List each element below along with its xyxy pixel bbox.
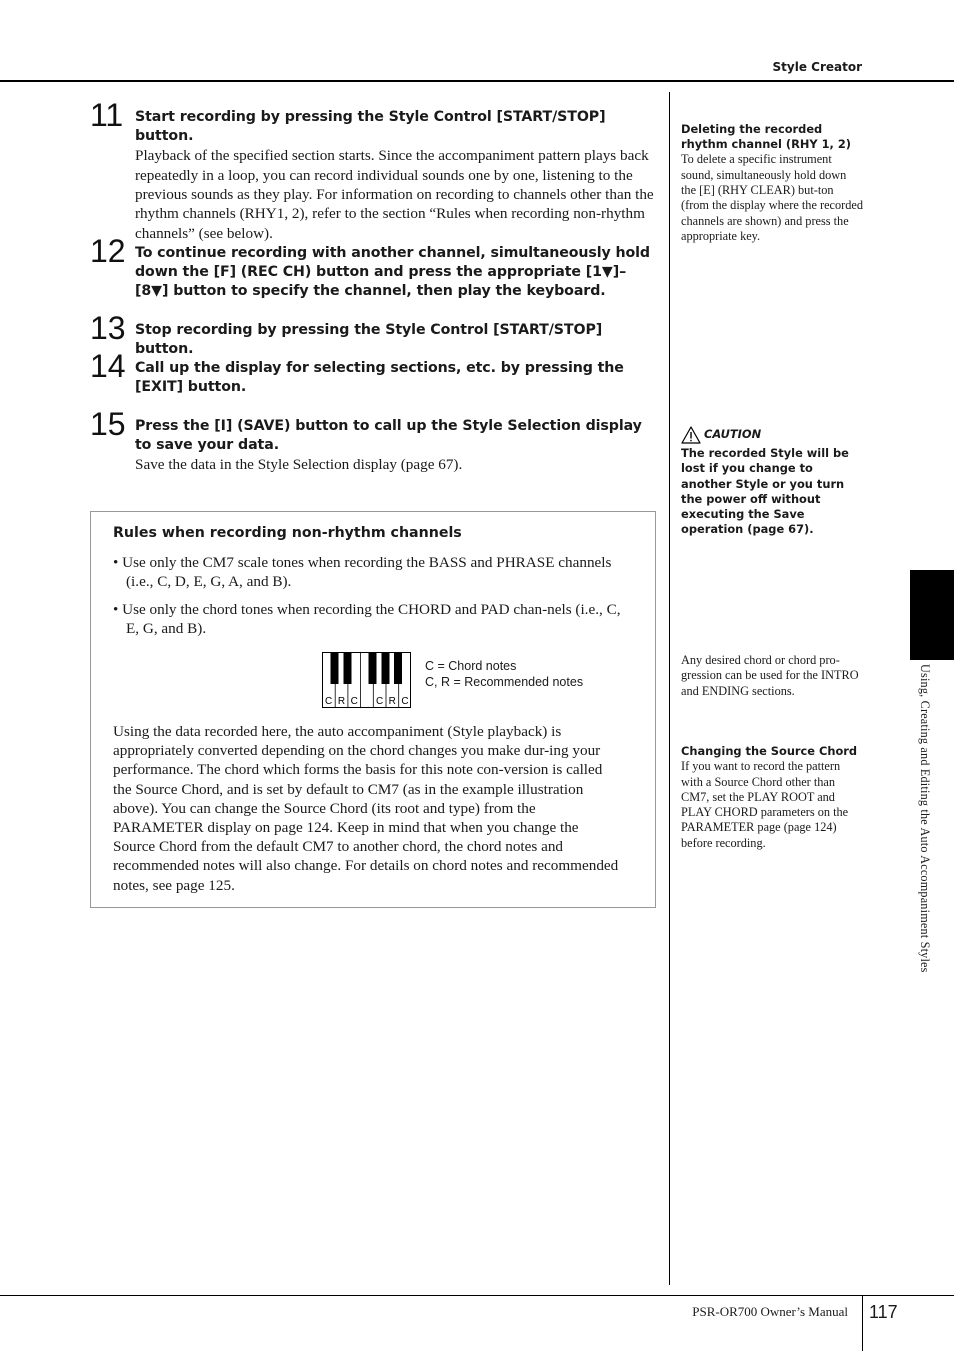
- caution-text: The recorded Style will be lost if you change to another Style or you turn the power off without executing the Save operation (page 67).: [681, 446, 849, 537]
- rules-title: Rules when recording non-rhythm channels: [113, 525, 462, 541]
- step-title: Start recording by pressing the Style Control [START/STOP] button.: [135, 109, 606, 145]
- step-title: Stop recording by pressing the Style Control [START/STOP] button.: [135, 322, 603, 358]
- step-14: [90, 348, 656, 397]
- key-label: C: [401, 696, 409, 707]
- key-label: C: [350, 696, 358, 707]
- header-rule: [0, 80, 954, 82]
- rules-paragraph: Using the data recorded here, the auto accompaniment (Style playback) is appropriately converted depending on the chord changes you make dur-ing your performance. The chord which forms the basis for this note con-version is called the Source Chord, and is set by default to CM7 (as in the example illustration above). You can change the Source Chord (its root and type) from the PARAMETER display on page 124. Keep in mind that when you change the Source Chord from the default CM7 to another chord, the chord notes and recommended notes will also change. For details on chord notes and recommended notes, see page 125.: [113, 723, 619, 894]
- step-13: [90, 310, 656, 359]
- page-number: 117: [869, 1302, 898, 1322]
- legend-chord-notes: C = Chord notes: [425, 659, 517, 673]
- step-number: 13: [90, 310, 126, 346]
- step-15: [90, 406, 656, 475]
- step-number: 12: [90, 233, 126, 269]
- running-header: Style Creator: [772, 60, 862, 74]
- legend-recommended-notes: C, R = Recommended notes: [425, 675, 584, 689]
- key-label: R: [388, 696, 396, 707]
- sidebar-caution: [681, 426, 863, 538]
- step-text: Save the data in the Style Selection display (page 67).: [135, 456, 463, 474]
- chapter-tab-label: Using, Creating and Editing the Auto Accompaniment Styles: [918, 664, 932, 973]
- caution-label: CAUTION: [704, 427, 762, 442]
- sidebar-note-deleting: [681, 122, 863, 244]
- key-label: C: [324, 696, 333, 707]
- step-title: Press the [I] (SAVE) button to call up the Style Selection display to save your data.: [135, 418, 642, 454]
- sidebar-note-text: To delete a specific instrument sound, simultaneously hold down the [E] (RHY CLEAR) but-ton (from the display where the recorded channels are shown) and press the appropriate key.: [681, 152, 863, 243]
- sidebar-note-text: If you want to record the pattern with a Source Chord other than CM7, set the PLAY ROOT and PLAY CHORD parameters on the PARAMETER page (page 124) before recording.: [681, 759, 849, 850]
- step-number: 11: [90, 97, 124, 133]
- column-divider: [669, 92, 670, 1285]
- footer-divider: [862, 1295, 863, 1351]
- keyboard-diagram: [322, 652, 412, 709]
- step-12: [90, 233, 656, 302]
- manual-name: PSR-OR700 Owner’s Manual: [692, 1304, 848, 1319]
- sidebar-note-chord: Any desired chord or chord pro-gression can be used for the INTRO and ENDING sections.: [681, 653, 859, 698]
- rules-box: [90, 511, 656, 908]
- step-title: To continue recording with another channel, simultaneously hold down the [F] (REC CH) button and press the appropriate [1▼]–[8▼] button to specify the channel, then play the keyboard.: [135, 245, 650, 300]
- caution-icon: [681, 426, 701, 444]
- step-11: [90, 97, 656, 243]
- rules-bullet-chord: • Use only the chord tones when recording the CHORD and PAD chan-nels (i.e., C, E, G, and B).: [113, 601, 621, 638]
- sidebar-note-source-chord: [681, 744, 863, 851]
- chapter-tab: [910, 570, 954, 660]
- step-title: Call up the display for selecting sections, etc. by pressing the [EXIT] button.: [135, 360, 624, 396]
- step-number: 15: [90, 406, 126, 442]
- key-label: R: [337, 696, 346, 707]
- footer-rule: [0, 1295, 954, 1296]
- sidebar-note-title: Changing the Source Chord: [681, 744, 858, 758]
- sidebar-note-title: Deleting the recorded rhythm channel (RHY 1, 2): [681, 122, 851, 152]
- step-number: 14: [90, 348, 126, 384]
- step-text: Playback of the specified section starts. Since the accompaniment pattern plays back repeatedly in a loop, you can record individual sounds one by one, listening to the previous sounds as they play. For information on recording to channels other than the rhythm channels (RHY1, 2), refer to the section “Rules when recording non-rhythm channels” (see below).: [135, 147, 654, 242]
- rules-bullet-scale: • Use only the CM7 scale tones when recording the BASS and PHRASE channels (i.e., C, D, E, G, A, and B).: [113, 554, 612, 591]
- key-label: C: [375, 696, 384, 707]
